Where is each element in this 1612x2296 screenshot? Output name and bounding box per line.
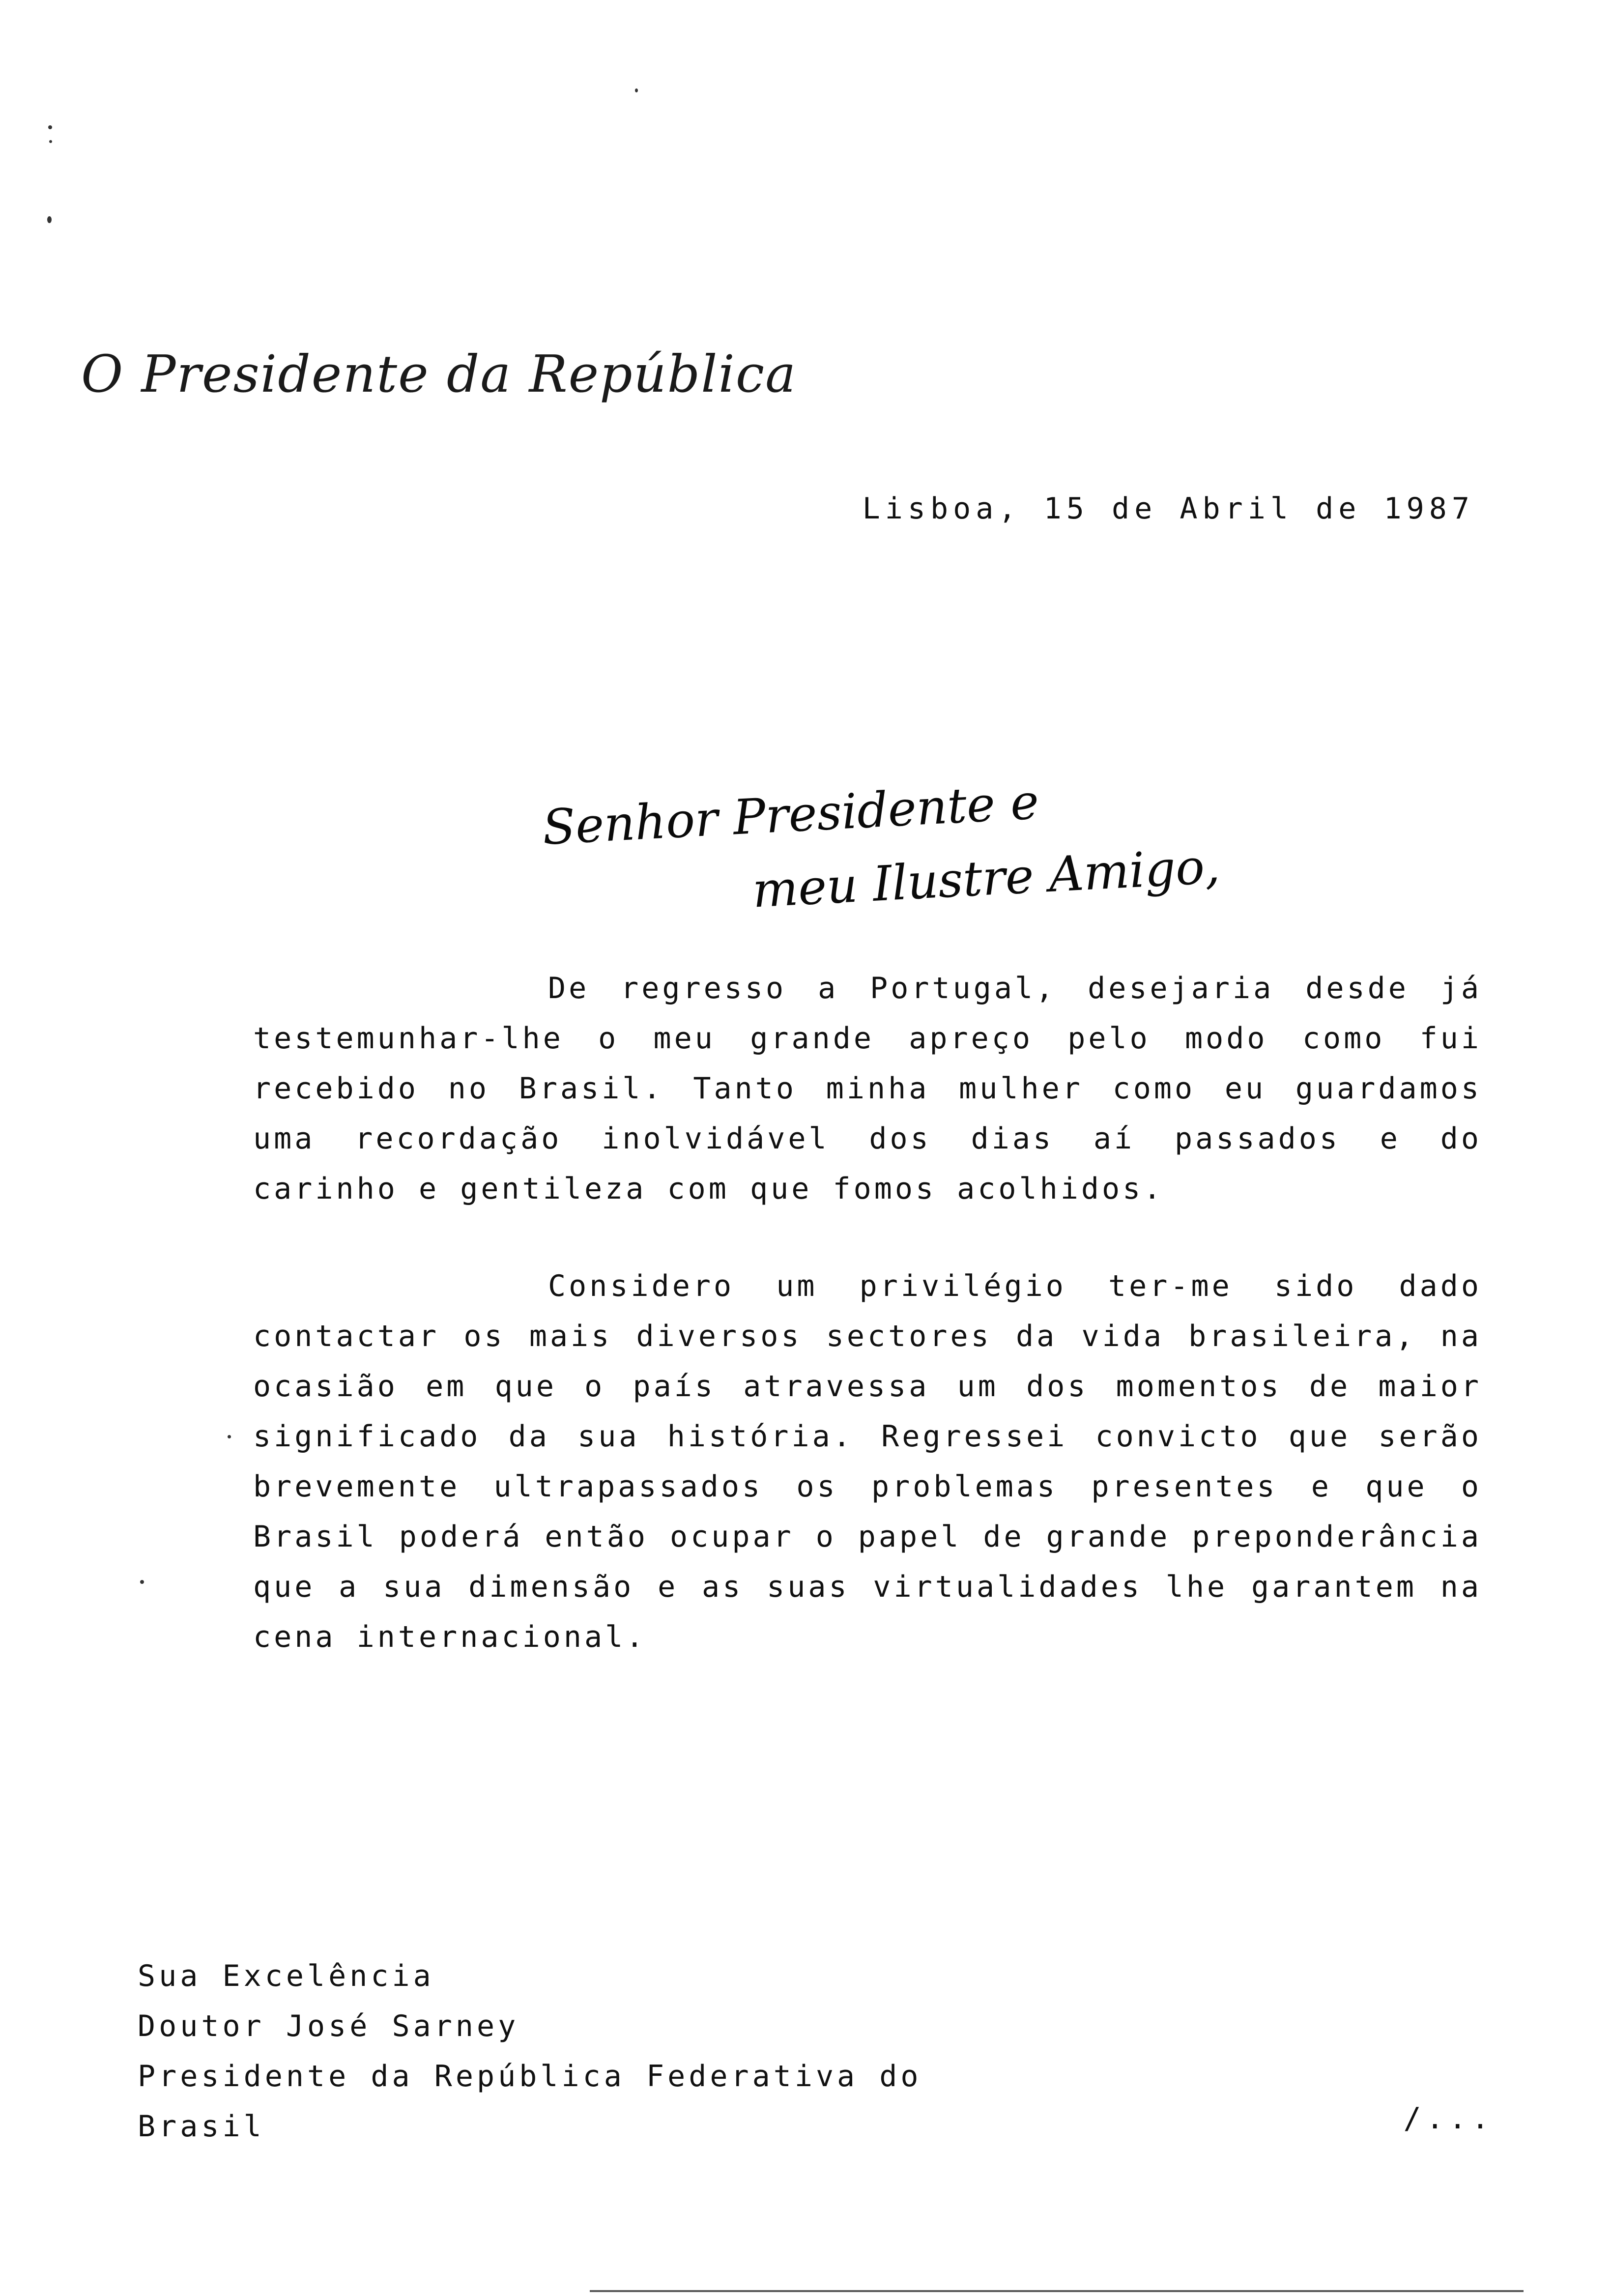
recipient-address xyxy=(138,1951,922,2152)
scan-speck xyxy=(47,216,52,223)
recipient-line-1: Sua Excelência xyxy=(138,1959,434,1993)
recipient-line-3: Presidente da República Federativa do xyxy=(138,2059,922,2094)
scan-speck xyxy=(48,125,52,129)
scan-speck xyxy=(140,1580,144,1584)
scan-speck xyxy=(228,1435,231,1438)
recipient-line-4: Brasil xyxy=(138,2109,265,2144)
date-line: Lisboa, 15 de Abril de 1987 xyxy=(862,491,1474,526)
scan-speck xyxy=(49,140,52,143)
salutation-line-1: Senhor Presidente e xyxy=(541,774,1040,856)
handwritten-salutation xyxy=(541,750,1334,938)
scan-edge-line xyxy=(590,2290,1524,2292)
body-paragraph-2: Considero um privilégio ter-me sido dado contactar os mais diversos sectores da vida brasileira, na ocasião em que o país atravessa um dos momentos de maior significado da sua história. Regressei convicto que serão brevemente ultrapassados os problemas presentes e que o Brasil poderá então ocupar o papel de grande preponderância que a sua dimensão e as suas virtualidades lhe garantem na cena internacional. xyxy=(253,1269,1482,1654)
scan-speck xyxy=(635,88,638,92)
letter-body xyxy=(253,963,1482,1709)
body-paragraph-1: De regresso a Portugal, desejaria desde já testemunhar-lhe o meu grande apreço pelo modo como fui recebido no Brasil. Tanto minha mulher como eu guardamos uma recordação inolvidável dos dias aí passados e do carinho e gentileza com que fomos acolhidos. xyxy=(253,971,1482,1206)
letterhead-title: O Presidente da República xyxy=(81,344,797,404)
continuation-mark: /... xyxy=(1403,2101,1494,2136)
salutation-line-2: meu Ilustre Amigo, xyxy=(751,838,1221,919)
recipient-line-2: Doutor José Sarney xyxy=(138,2009,519,2043)
